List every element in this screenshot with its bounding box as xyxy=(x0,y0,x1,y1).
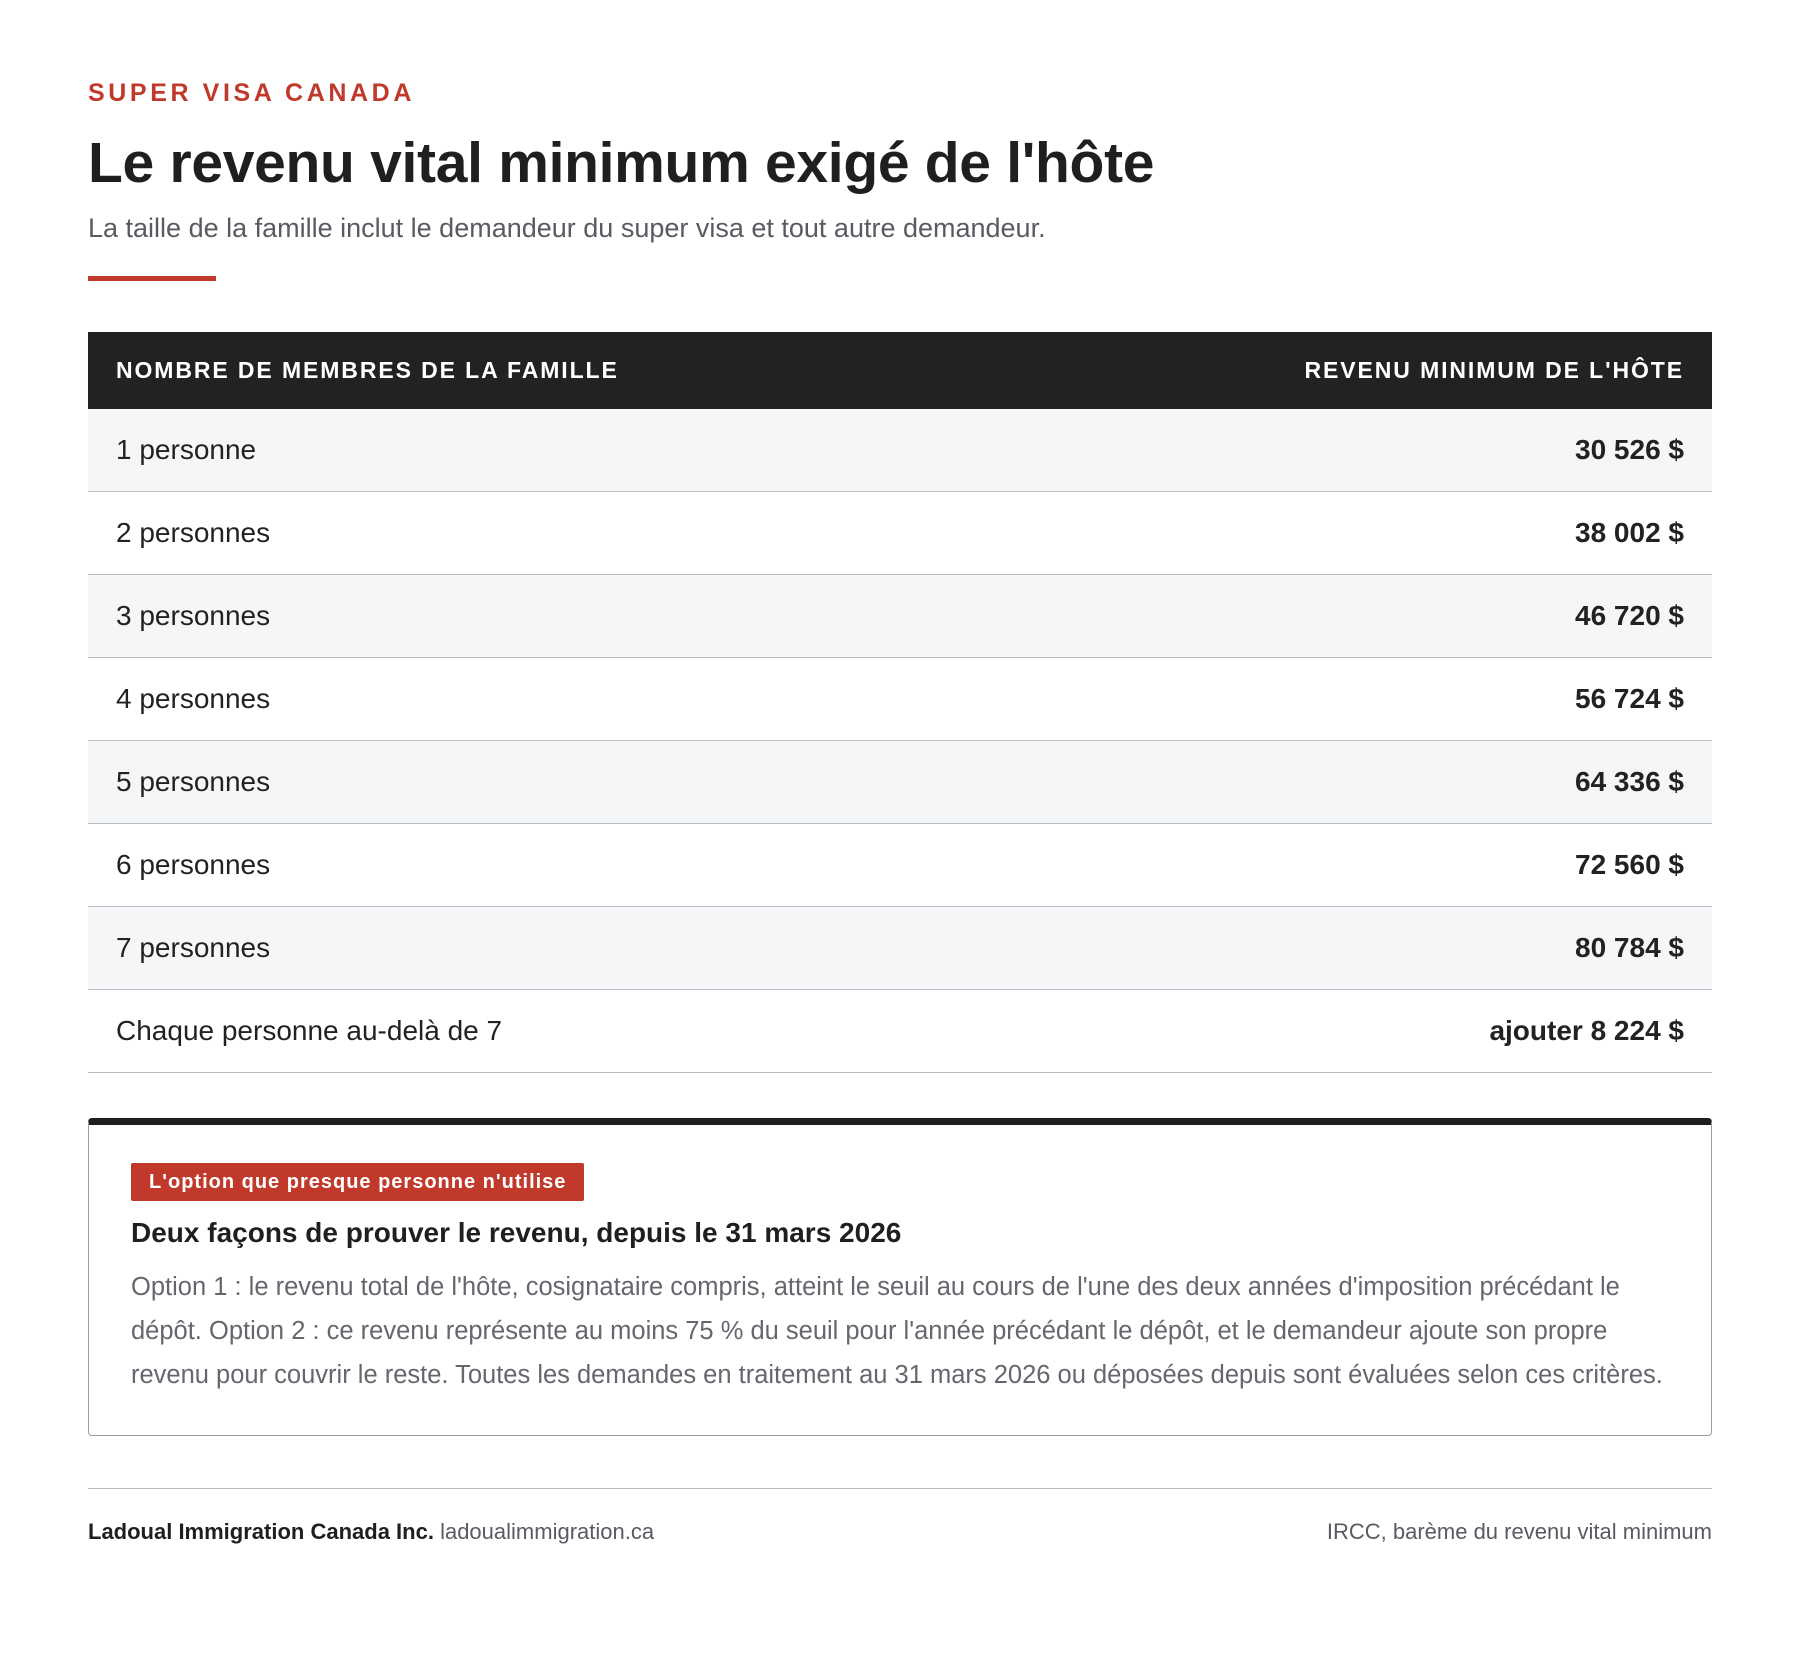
callout-badge: L'option que presque personne n'utilise xyxy=(131,1163,584,1201)
family-size-cell: 2 personnes xyxy=(116,517,271,548)
min-income-cell: 80 784 $ xyxy=(1575,932,1684,963)
footer-divider xyxy=(88,1488,1712,1489)
min-income-cell: ajouter 8 224 $ xyxy=(1489,1015,1684,1046)
family-size-cell: 5 personnes xyxy=(116,766,271,797)
income-table xyxy=(88,332,1712,1073)
table-row xyxy=(88,824,1712,907)
table-row xyxy=(88,907,1712,990)
min-income-cell: 72 560 $ xyxy=(1575,849,1684,880)
family-size-cell: Chaque personne au-delà de 7 xyxy=(116,1015,503,1046)
table-row xyxy=(88,741,1712,824)
accent-divider xyxy=(88,276,216,281)
table-row xyxy=(88,575,1712,658)
min-income-cell: 38 002 $ xyxy=(1575,517,1684,548)
column-header-min-income: REVENU MINIMUM DE L'HÔTE xyxy=(1304,357,1684,383)
info-callout xyxy=(88,1118,1712,1436)
table-row xyxy=(88,409,1712,492)
table-row xyxy=(88,492,1712,575)
eyebrow-label: SUPER VISA CANADA xyxy=(88,79,415,107)
table-row xyxy=(88,658,1712,741)
footer xyxy=(88,1517,1712,1547)
callout-title: Deux façons de prouver le revenu, depuis le 31 mars 2026 xyxy=(131,1217,902,1248)
table-header xyxy=(88,332,1712,409)
column-header-family-size: NOMBRE DE MEMBRES DE LA FAMILLE xyxy=(116,357,619,383)
min-income-cell: 56 724 $ xyxy=(1575,683,1684,714)
source-note: IRCC, barème du revenu vital minimum xyxy=(1326,1519,1712,1544)
family-size-cell: 7 personnes xyxy=(116,932,271,963)
footer-credit xyxy=(88,1517,654,1547)
family-size-cell: 4 personnes xyxy=(116,683,271,714)
table-row xyxy=(88,990,1712,1073)
website-link[interactable]: ladoualimmigration.ca xyxy=(440,1519,655,1544)
company-name: Ladoual Immigration Canada Inc. xyxy=(88,1519,434,1544)
family-size-cell: 1 personne xyxy=(116,434,257,465)
page-subtitle: La taille de la famille inclut le demandeur du super visa et tout autre demandeur. xyxy=(88,213,1046,243)
callout-body: Option 1 : le revenu total de l'hôte, cosignataire compris, atteint le seuil au cours de l'une des deux années d'imposition précédant le dépôt. Option 2 : ce revenu représente au moins 75 % du seuil pour l'année précédant le dépôt, et le demandeur ajoute son propre revenu pour couvrir le reste. Toutes les demandes en traitement au 31 mars 2026 ou déposées depuis sont évaluées selon ces critères. xyxy=(131,1273,1663,1389)
min-income-cell: 30 526 $ xyxy=(1575,434,1684,465)
family-size-cell: 6 personnes xyxy=(116,849,271,880)
family-size-cell: 3 personnes xyxy=(116,600,271,631)
min-income-cell: 46 720 $ xyxy=(1575,600,1684,631)
min-income-cell: 64 336 $ xyxy=(1575,766,1684,797)
page-title: Le revenu vital minimum exigé de l'hôte xyxy=(88,131,1155,195)
